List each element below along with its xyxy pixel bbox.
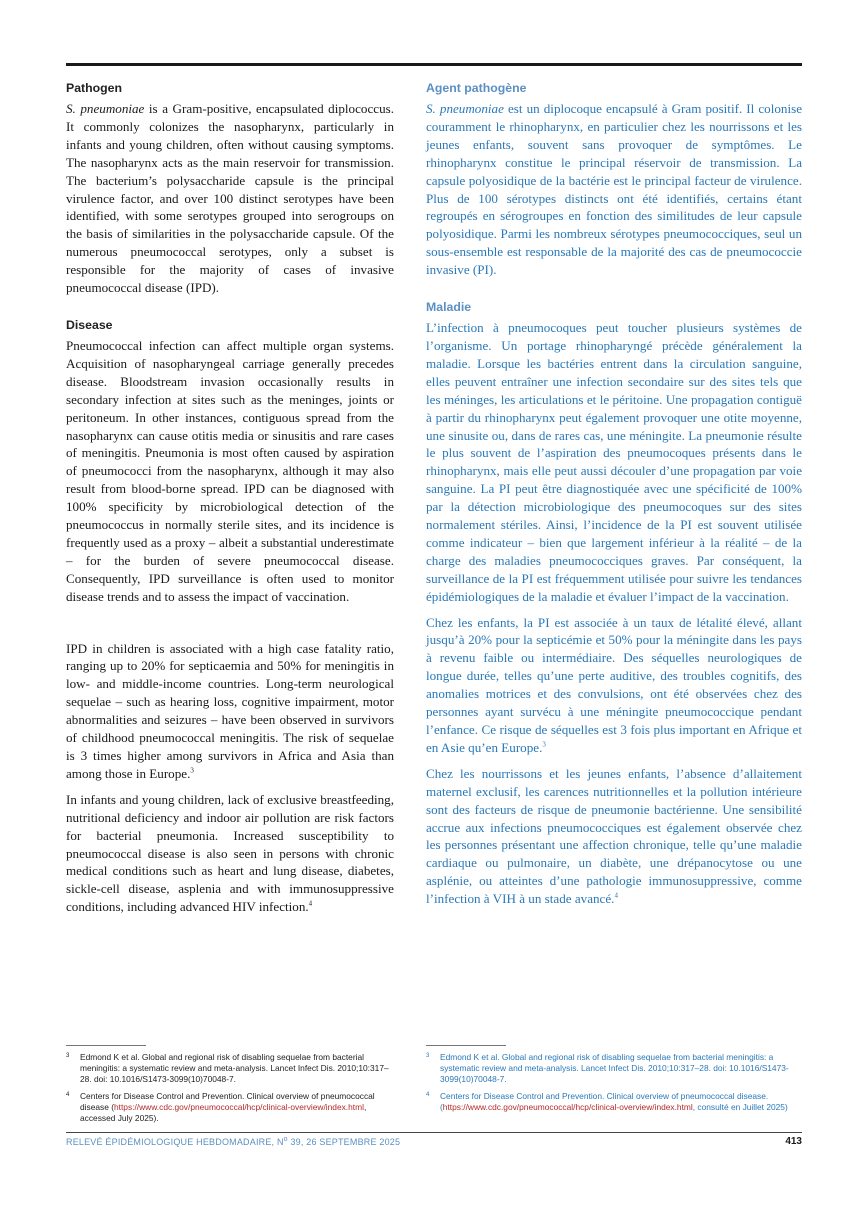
disease-paragraph-3-text: In infants and young children, lack of exclusive breastfeeding, nutritional deficiency and indoor air pollution are risk factors for bacterial pneumonia. Increased susceptibility to pneumococcal disease is also seen in persons with chronic medical conditions such as heart and lung disease, diabetes, sickle-cell disease, asplenia and with immunosuppressive conditions, including advanced HIV infection. bbox=[66, 791, 394, 915]
footnotes-fr bbox=[426, 1052, 802, 1118]
footnote-number: 4 bbox=[426, 1091, 430, 1098]
footnote-text: Centers for Disease Control and Prevention. Clinical overview of pneumococcal disease ( bbox=[80, 1090, 375, 1112]
footnote-ref-4[interactable]: 4 bbox=[308, 899, 313, 908]
disease-paragraph-2 bbox=[66, 640, 394, 783]
footnote-suffix: , accessed July 2025). bbox=[80, 1101, 367, 1124]
footnote-text: Edmond K et al. Global and regional risk of disabling sequelae from bacterial meningitis: a systematic review and meta-analysis. Lancet Infect Dis. 2010;10:317–28. doi: 10.1016/S1473-3099(10)70048-7. bbox=[440, 1052, 789, 1085]
french-column bbox=[426, 80, 802, 908]
footnote-ref-4-fr[interactable]: 4 bbox=[614, 891, 618, 900]
maladie-heading: Maladie bbox=[426, 300, 472, 315]
agent-pathogene-paragraph bbox=[426, 100, 802, 279]
cdc-link[interactable]: https://www.cdc.gov/pneumococcal/hcp/clinical-overview/index.html bbox=[113, 1101, 364, 1112]
footnote-en-3 bbox=[66, 1052, 396, 1086]
footer-rule bbox=[66, 1132, 802, 1133]
footnotes-en bbox=[66, 1052, 396, 1129]
footnote-text: Edmond K et al. Global and regional risk of disabling sequelae from bacterial meningitis: a systematic review and meta-analysis. Lancet Infect Dis. 2010;10:317–28. doi: 10.1016/S1473-3099(10)70048-7. bbox=[80, 1052, 389, 1085]
footnote-en-4 bbox=[66, 1091, 396, 1125]
maladie-paragraph-2 bbox=[426, 614, 802, 757]
footnote-number: 4 bbox=[66, 1091, 70, 1098]
footnote-fr-4 bbox=[426, 1091, 802, 1113]
agent-pathogene-text: est un diplocoque encapsulé à Gram positif. Il colonise couramment le rhinopharynx, en particulier chez les nourrissons et les jeunes enfants, souvent sans provoquer de symptômes. Le rhinopharynx constitue le principal réservoir de transmission. La capsule polyosidique de la bactérie est le principal facteur de virulence. Plus de 100 sérotypes distincts ont été identifiés, certains étant regroupés en sérogroupes en fonction des similitudes de leur capsule polyosidique. Parmi les nombreux sérotypes pneumococciques, seul un sous-ensemble est responsable de la majorité des cas de pneumococcie invasive (PI). bbox=[426, 101, 803, 278]
maladie-paragraph-3 bbox=[426, 765, 802, 908]
disease-paragraph-3 bbox=[66, 791, 394, 916]
pathogen-text: is a Gram-positive, encapsulated diplococcus. It commonly colonizes the nasopharynx, particularly in infants and young children, often without causing symptoms. The nasopharynx acts as the main reservoir for transmission. The bacterium’s polysaccharide capsule is the principal virulence factor, and over 100 distinct serotypes have been identified, with some serotypes grouped into serogroups on the basis of similarities in the polysaccharide capsule. Of the numerous pneumococcal serotypes, only a subset is responsible for the majority of cases of invasive pneumococcal disease (IPD). bbox=[66, 101, 394, 296]
footnote-text: Centers for Disease Control and Prevention. Clinical overview of pneumococcal disease. ( bbox=[440, 1090, 769, 1112]
journal-name: RELEVÉ ÉPIDÉMIOLOGIQUE HEBDOMADAIRE, N bbox=[66, 1137, 284, 1147]
disease-paragraph-2-text: IPD in children is associated with a high case fatality ratio, ranging up to 20% for septicaemia and 50% for meningitis in low- and middle-income countries. Long-term neurological sequelae – such as hearing loss, cognitive impairment, motor abnormalities and seizures – have been observed in survivors of childhood pneumococcal meningitis. The risk of sequelae is 3 times higher among survivors in Africa and Asia than among those in Europe. bbox=[66, 640, 394, 781]
footnote-number: 3 bbox=[66, 1053, 70, 1059]
species-name-fr: S. pneumoniae bbox=[426, 101, 504, 116]
footnote-fr-3 bbox=[426, 1052, 802, 1086]
species-name: S. pneumoniae bbox=[66, 101, 145, 116]
footnote-suffix: , consulté en Juillet 2025) bbox=[692, 1101, 788, 1112]
footnote-rule-fr bbox=[426, 1045, 506, 1046]
footnote-number: 3 bbox=[426, 1053, 430, 1059]
english-column bbox=[66, 80, 394, 916]
disease-heading: Disease bbox=[66, 317, 113, 332]
footnote-rule-en bbox=[66, 1045, 146, 1046]
agent-pathogene-heading: Agent pathogène bbox=[426, 81, 527, 95]
disease-paragraph-1: Pneumococcal infection can affect multiple organ systems. Acquisition of nasopharyngeal carriage generally precedes disease. Bloodstream invasion occasionally results in secondary infection at sites such as the meninges, joints or peritoneum. In other instances, contiguous spread from the nasopharynx can cause otitis media or sinusitis and rare cases of meningitis. Pneumonia is most often caused by aspiration of pneumococci from the nasopharynx, although it may also result from blood-borne spread. IPD can be diagnosed with 100% specificity by microbiological detection of the pneumococcus in normally sterile sites, and its incidence is frequently used as a proxy – albeit a substantial underestimate – for the burden of severe pneumococcal disease. Consequently, IPD surveillance is often used to monitor disease trends and to assess the impact of vaccination. bbox=[66, 337, 394, 604]
page-number: 413 bbox=[785, 1136, 802, 1147]
pathogen-heading: Pathogen bbox=[66, 81, 123, 95]
maladie-paragraph-2-text: Chez les enfants, la PI est associée à un taux de létalité élevé, allant jusqu’à 20% pour la septicémie et 50% pour la méningite dans les pays à revenu faible ou intermédiaire. Des séquelles neurologiques de longue durée, telles qu’une perte auditive, des troubles cognitifs, des anomalies motrices et des convulsions, ont été observées chez des personnes ayant survécu à une méningite pneumococcique pendant l’enfance. Ce risque de séquelles est 3 fois plus important en Afrique et en Asie qu’en Europe. bbox=[426, 614, 802, 755]
maladie-paragraph-3-text: Chez les nourrissons et les jeunes enfants, l’absence d’allaitement maternel exclusif, les carences nutritionnelles et la pollution intérieure sont des facteurs de risque de pneumonie bactérienne. Une sensibilité accrue aux infections pneumococciques est également observée chez les personnes présentant une affection chronique, telle qu’une maladie cardiaque ou pulmonaire, un diabète, une drépanocytose ou une asplénie, ou atteintes d’une pathologie immunosuppressive, comme l’infection à VIH à un stade avancé. bbox=[426, 765, 802, 907]
issue-date: 39, 26 SEPTEMBRE 2025 bbox=[287, 1137, 401, 1147]
journal-footer bbox=[66, 1137, 400, 1147]
maladie-paragraph-1: L’infection à pneumocoques peut toucher plusieurs systèmes de l’organisme. Un portage rhinopharyngé précède généralement la maladie. Lorsque les bactéries entrent dans la circulation sanguine, elles peuvent entraîner une infection secondaire sur des sites tels que les méninges, les articulations et le péritoine. Une propagation contiguë à partir du rhinopharynx peut également provoquer une otite moyenne, une sinusite ou, dans de rares cas, une méningite. La pneumonie résulte le plus souvent de l’aspiration des pneumocoques présents dans le rhinopharynx, mais elle peut aussi découler d’une propagation par voie sanguine. La PI peut être diagnostiquée avec une spécificité de 100% par la détection microbiologique des pneumocoques sur des sites normalement stériles. Ainsi, l’incidence de la PI est souvent utilisée comme indicateur – bien que largement inférieur à la réalité – de la charge des maladies pneumococciques graves. Par conséquent, la surveillance de la PI est fréquemment utilisée pour suivre les tendances épidémiologiques de la maladie et évaluer l’impact de la vaccination. bbox=[426, 320, 802, 604]
pathogen-paragraph bbox=[66, 100, 394, 297]
number-superscript: o bbox=[283, 1136, 288, 1143]
footnote-ref-3[interactable]: 3 bbox=[190, 766, 194, 775]
cdc-link-fr[interactable]: https://www.cdc.gov/pneumococcal/hcp/clinical-overview/index.html bbox=[442, 1101, 693, 1112]
footnote-ref-3-fr[interactable]: 3 bbox=[542, 740, 546, 749]
top-rule bbox=[66, 63, 802, 66]
